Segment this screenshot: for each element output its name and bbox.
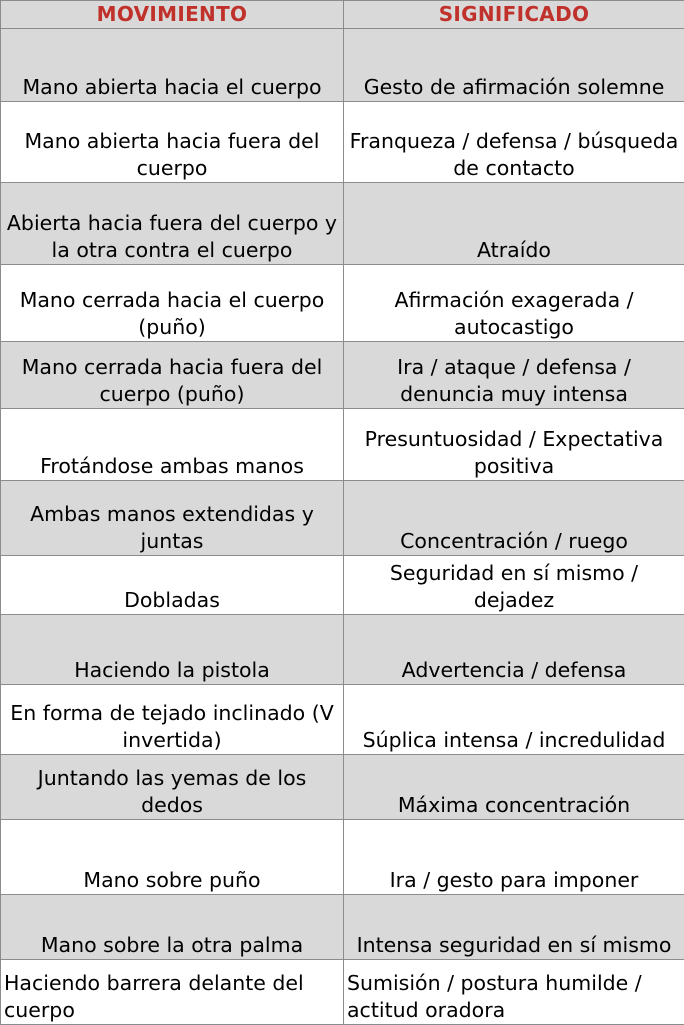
movimiento-cell: Juntando las yemas de los dedos [1,755,344,820]
movimiento-cell: En forma de tejado inclinado (V invertida) [1,685,344,755]
significado-cell: Concentración / ruego [344,481,684,556]
movimiento-cell: Haciendo barrera delante del cuerpo [1,960,344,1025]
table-row [1,820,684,895]
table-row [1,183,684,265]
movimiento-cell: Mano cerrada hacia fuera del cuerpo (puño) [1,342,344,409]
header-movimiento: MOVIMIENTO [1,1,344,29]
significado-cell: Seguridad en sí mismo / dejadez [344,556,684,615]
table-row [1,265,684,342]
table-row [1,409,684,481]
movimiento-cell: Mano abierta hacia fuera del cuerpo [1,102,344,183]
movimiento-cell: Haciendo la pistola [1,615,344,685]
significado-cell: Atraído [344,183,684,265]
table-row [1,342,684,409]
table-row [1,615,684,685]
movimiento-cell: Frotándose ambas manos [1,409,344,481]
significado-cell: Presuntuosidad / Expectativa positiva [344,409,684,481]
header-row [1,1,684,29]
table-row [1,556,684,615]
movimiento-cell: Mano sobre puño [1,820,344,895]
significado-cell: Sumisión / postura humilde / actitud oradora [344,960,684,1025]
significado-cell: Ira / ataque / defensa / denuncia muy intensa [344,342,684,409]
table-row [1,481,684,556]
table-row [1,29,684,102]
movimiento-cell: Mano sobre la otra palma [1,895,344,960]
significado-cell: Gesto de afirmación solemne [344,29,684,102]
header-significado: SIGNIFICADO [344,1,684,29]
table-row [1,960,684,1025]
significado-cell: Intensa seguridad en sí mismo [344,895,684,960]
significado-cell: Ira / gesto para imponer [344,820,684,895]
significado-cell: Máxima concentración [344,755,684,820]
table-row [1,102,684,183]
significado-cell: Súplica intensa / incredulidad [344,685,684,755]
significado-cell: Franqueza / defensa / búsqueda de contacto [344,102,684,183]
movimiento-cell: Mano abierta hacia el cuerpo [1,29,344,102]
significado-cell: Advertencia / defensa [344,615,684,685]
movimiento-cell: Mano cerrada hacia el cuerpo (puño) [1,265,344,342]
table-row [1,685,684,755]
movimiento-cell: Ambas manos extendidas y juntas [1,481,344,556]
table-row [1,755,684,820]
movimiento-cell: Abierta hacia fuera del cuerpo y la otra contra el cuerpo [1,183,344,265]
significado-cell: Afirmación exagerada / autocastigo [344,265,684,342]
movimiento-cell: Dobladas [1,556,344,615]
table-row [1,895,684,960]
